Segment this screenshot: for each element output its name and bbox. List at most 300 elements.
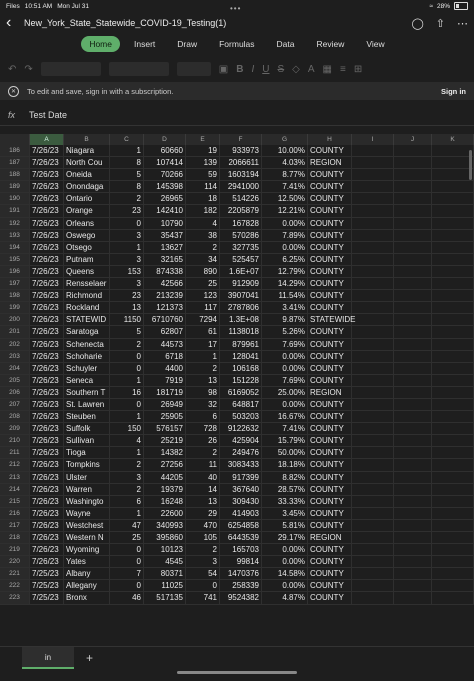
- table-cell[interactable]: [432, 290, 474, 302]
- table-cell[interactable]: 99814: [220, 556, 262, 568]
- table-cell[interactable]: 7/26/23: [30, 242, 64, 254]
- table-cell[interactable]: 367640: [220, 484, 262, 496]
- lightbulb-icon[interactable]: ◯: [411, 17, 424, 30]
- table-cell[interactable]: [432, 520, 474, 532]
- table-cell[interactable]: COUNTY: [308, 580, 352, 592]
- merge-icon[interactable]: ⊞: [353, 63, 363, 75]
- table-cell[interactable]: Putnam: [64, 254, 110, 266]
- column-header-f[interactable]: F: [220, 134, 262, 145]
- table-cell[interactable]: Western N: [64, 532, 110, 544]
- table-row[interactable]: [0, 580, 474, 592]
- table-cell[interactable]: [432, 169, 474, 181]
- table-cell[interactable]: 6: [110, 496, 144, 508]
- row-header[interactable]: 205: [0, 375, 30, 387]
- table-cell[interactable]: 7/26/23: [30, 314, 64, 326]
- table-cell[interactable]: [432, 411, 474, 423]
- table-cell[interactable]: [394, 508, 432, 520]
- tab-data[interactable]: Data: [276, 39, 295, 49]
- table-cell[interactable]: 0.00%: [262, 544, 308, 556]
- table-cell[interactable]: [394, 363, 432, 375]
- table-row[interactable]: [0, 266, 474, 278]
- row-header[interactable]: 197: [0, 278, 30, 290]
- table-cell[interactable]: 50.00%: [262, 447, 308, 459]
- table-cell[interactable]: [432, 242, 474, 254]
- table-cell[interactable]: 42566: [144, 278, 186, 290]
- table-cell[interactable]: 0: [110, 544, 144, 556]
- table-cell[interactable]: 7/25/23: [30, 592, 64, 604]
- table-cell[interactable]: 2: [110, 484, 144, 496]
- table-cell[interactable]: 395860: [144, 532, 186, 544]
- table-cell[interactable]: Steuben: [64, 411, 110, 423]
- table-cell[interactable]: 503203: [220, 411, 262, 423]
- table-cell[interactable]: 2941000: [220, 181, 262, 193]
- row-header[interactable]: 211: [0, 447, 30, 459]
- table-cell[interactable]: [432, 314, 474, 326]
- table-cell[interactable]: 70266: [144, 169, 186, 181]
- table-cell[interactable]: [432, 205, 474, 217]
- table-cell[interactable]: 4545: [144, 556, 186, 568]
- table-cell[interactable]: [352, 399, 394, 411]
- table-cell[interactable]: 29: [186, 508, 220, 520]
- table-cell[interactable]: 105: [186, 532, 220, 544]
- table-cell[interactable]: [394, 447, 432, 459]
- table-cell[interactable]: 151228: [220, 375, 262, 387]
- table-cell[interactable]: [352, 169, 394, 181]
- table-cell[interactable]: 11.54%: [262, 290, 308, 302]
- table-cell[interactable]: [352, 435, 394, 447]
- table-cell[interactable]: 4400: [144, 363, 186, 375]
- table-row[interactable]: [0, 314, 474, 326]
- table-cell[interactable]: 933973: [220, 145, 262, 157]
- table-cell[interactable]: Suffolk: [64, 423, 110, 435]
- table-cell[interactable]: Yates: [64, 556, 110, 568]
- table-cell[interactable]: 22600: [144, 508, 186, 520]
- formula-content[interactable]: Test Date: [29, 109, 68, 120]
- table-cell[interactable]: [352, 278, 394, 290]
- table-cell[interactable]: [394, 375, 432, 387]
- table-cell[interactable]: [352, 242, 394, 254]
- table-cell[interactable]: 13: [110, 302, 144, 314]
- table-cell[interactable]: [352, 218, 394, 230]
- row-header[interactable]: 193: [0, 230, 30, 242]
- table-cell[interactable]: 11025: [144, 580, 186, 592]
- table-cell[interactable]: [352, 447, 394, 459]
- table-cell[interactable]: 29.17%: [262, 532, 308, 544]
- table-cell[interactable]: 7.89%: [262, 230, 308, 242]
- table-cell[interactable]: Westchest: [64, 520, 110, 532]
- table-cell[interactable]: 7: [110, 568, 144, 580]
- table-cell[interactable]: 7/26/23: [30, 472, 64, 484]
- table-cell[interactable]: [352, 508, 394, 520]
- bold-icon[interactable]: B: [236, 63, 244, 75]
- table-cell[interactable]: 182: [186, 205, 220, 217]
- table-cell[interactable]: [352, 193, 394, 205]
- row-header[interactable]: 209: [0, 423, 30, 435]
- add-sheet-icon[interactable]: +: [86, 651, 94, 665]
- table-cell[interactable]: 7/26/23: [30, 363, 64, 375]
- table-cell[interactable]: 7/26/23: [30, 266, 64, 278]
- row-header[interactable]: 216: [0, 508, 30, 520]
- table-cell[interactable]: 7/25/23: [30, 568, 64, 580]
- table-cell[interactable]: 123: [186, 290, 220, 302]
- table-cell[interactable]: 3: [110, 472, 144, 484]
- table-cell[interactable]: 2787806: [220, 302, 262, 314]
- table-cell[interactable]: Oneida: [64, 169, 110, 181]
- table-cell[interactable]: Rensselaer: [64, 278, 110, 290]
- table-cell[interactable]: 33.33%: [262, 496, 308, 508]
- table-cell[interactable]: [394, 351, 432, 363]
- table-row[interactable]: [0, 496, 474, 508]
- table-cell[interactable]: [394, 205, 432, 217]
- table-cell[interactable]: [432, 544, 474, 556]
- table-cell[interactable]: [432, 157, 474, 169]
- table-cell[interactable]: 890: [186, 266, 220, 278]
- table-cell[interactable]: 4.03%: [262, 157, 308, 169]
- table-cell[interactable]: 874338: [144, 266, 186, 278]
- table-cell[interactable]: 648817: [220, 399, 262, 411]
- table-cell[interactable]: [394, 484, 432, 496]
- table-cell[interactable]: [432, 302, 474, 314]
- table-cell[interactable]: 5: [110, 169, 144, 181]
- table-cell[interactable]: [432, 399, 474, 411]
- table-cell[interactable]: 44205: [144, 472, 186, 484]
- table-cell[interactable]: [432, 423, 474, 435]
- table-cell[interactable]: [394, 459, 432, 471]
- table-cell[interactable]: [432, 375, 474, 387]
- table-cell[interactable]: 117: [186, 302, 220, 314]
- table-row[interactable]: [0, 230, 474, 242]
- table-cell[interactable]: Ontario: [64, 193, 110, 205]
- table-row[interactable]: [0, 205, 474, 217]
- table-cell[interactable]: Seneca: [64, 375, 110, 387]
- table-cell[interactable]: 3: [186, 556, 220, 568]
- borders-icon[interactable]: ▦: [322, 63, 332, 75]
- table-cell[interactable]: 517135: [144, 592, 186, 604]
- table-cell[interactable]: 7.69%: [262, 375, 308, 387]
- table-cell[interactable]: 8: [110, 181, 144, 193]
- table-cell[interactable]: 25: [110, 532, 144, 544]
- table-cell[interactable]: 1470376: [220, 568, 262, 580]
- row-header[interactable]: 195: [0, 254, 30, 266]
- column-header-j[interactable]: J: [394, 134, 432, 145]
- table-cell[interactable]: COUNTY: [308, 447, 352, 459]
- table-cell[interactable]: 6: [186, 411, 220, 423]
- table-cell[interactable]: St. Lawren: [64, 399, 110, 411]
- table-cell[interactable]: 0: [110, 399, 144, 411]
- table-cell[interactable]: 0: [110, 556, 144, 568]
- column-header-g[interactable]: G: [262, 134, 308, 145]
- table-cell[interactable]: [352, 302, 394, 314]
- table-cell[interactable]: 139: [186, 157, 220, 169]
- table-cell[interactable]: [432, 508, 474, 520]
- table-cell[interactable]: COUNTY: [308, 556, 352, 568]
- table-cell[interactable]: 23: [110, 205, 144, 217]
- table-cell[interactable]: [394, 496, 432, 508]
- table-cell[interactable]: 106168: [220, 363, 262, 375]
- table-row[interactable]: [0, 145, 474, 157]
- table-cell[interactable]: 3907041: [220, 290, 262, 302]
- table-cell[interactable]: [432, 472, 474, 484]
- table-cell[interactable]: 27256: [144, 459, 186, 471]
- table-cell[interactable]: [394, 520, 432, 532]
- table-cell[interactable]: Albany: [64, 568, 110, 580]
- table-cell[interactable]: 14.29%: [262, 278, 308, 290]
- table-cell[interactable]: [394, 435, 432, 447]
- table-cell[interactable]: [394, 568, 432, 580]
- table-cell[interactable]: 7/26/23: [30, 556, 64, 568]
- table-cell[interactable]: 114: [186, 181, 220, 193]
- table-cell[interactable]: 7/26/23: [30, 278, 64, 290]
- table-cell[interactable]: 16: [110, 387, 144, 399]
- table-cell[interactable]: 0: [110, 218, 144, 230]
- table-cell[interactable]: 0.00%: [262, 399, 308, 411]
- table-cell[interactable]: [432, 387, 474, 399]
- share-icon[interactable]: ⇧: [435, 17, 445, 30]
- table-cell[interactable]: 7/26/23: [30, 532, 64, 544]
- table-cell[interactable]: 25219: [144, 435, 186, 447]
- table-cell[interactable]: [352, 484, 394, 496]
- table-cell[interactable]: [352, 592, 394, 604]
- row-header[interactable]: 220: [0, 556, 30, 568]
- table-row[interactable]: [0, 157, 474, 169]
- table-cell[interactable]: 7/26/23: [30, 302, 64, 314]
- table-cell[interactable]: Onondaga: [64, 181, 110, 193]
- table-row[interactable]: [0, 484, 474, 496]
- wrap-icon[interactable]: ≡: [339, 63, 346, 75]
- table-cell[interactable]: COUNTY: [308, 169, 352, 181]
- row-header[interactable]: 196: [0, 266, 30, 278]
- underline-icon[interactable]: U: [262, 63, 270, 75]
- table-cell[interactable]: COUNTY: [308, 218, 352, 230]
- table-cell[interactable]: 879961: [220, 339, 262, 351]
- table-cell[interactable]: 5.26%: [262, 326, 308, 338]
- tab-review[interactable]: Review: [316, 39, 345, 49]
- italic-icon[interactable]: I: [251, 63, 255, 75]
- table-cell[interactable]: [394, 423, 432, 435]
- table-cell[interactable]: 9122632: [220, 423, 262, 435]
- table-cell[interactable]: 12.79%: [262, 266, 308, 278]
- table-cell[interactable]: 12.50%: [262, 193, 308, 205]
- table-cell[interactable]: 9.87%: [262, 314, 308, 326]
- table-cell[interactable]: 576157: [144, 423, 186, 435]
- table-cell[interactable]: 150: [110, 423, 144, 435]
- select-all-corner[interactable]: [0, 134, 30, 145]
- table-cell[interactable]: [394, 254, 432, 266]
- table-cell[interactable]: 98: [186, 387, 220, 399]
- tab-insert[interactable]: Insert: [134, 39, 156, 49]
- table-cell[interactable]: 917399: [220, 472, 262, 484]
- table-row[interactable]: [0, 592, 474, 604]
- table-cell[interactable]: 17: [186, 339, 220, 351]
- column-header-e[interactable]: E: [186, 134, 220, 145]
- table-cell[interactable]: 6169052: [220, 387, 262, 399]
- table-cell[interactable]: 7/26/23: [30, 326, 64, 338]
- table-cell[interactable]: 7/26/23: [30, 423, 64, 435]
- table-cell[interactable]: 3: [110, 254, 144, 266]
- table-cell[interactable]: [394, 339, 432, 351]
- table-cell[interactable]: 10.00%: [262, 145, 308, 157]
- table-cell[interactable]: 327735: [220, 242, 262, 254]
- table-cell[interactable]: 12.21%: [262, 205, 308, 217]
- table-cell[interactable]: [394, 544, 432, 556]
- column-header-c[interactable]: C: [110, 134, 144, 145]
- table-row[interactable]: [0, 399, 474, 411]
- sign-in-link[interactable]: Sign in: [441, 86, 466, 96]
- table-cell[interactable]: Saratoga: [64, 326, 110, 338]
- table-row[interactable]: [0, 556, 474, 568]
- table-cell[interactable]: [432, 266, 474, 278]
- table-cell[interactable]: [394, 326, 432, 338]
- row-header[interactable]: 192: [0, 218, 30, 230]
- row-header[interactable]: 191: [0, 205, 30, 217]
- status-app[interactable]: Files: [6, 2, 20, 10]
- table-cell[interactable]: [432, 181, 474, 193]
- table-cell[interactable]: 18.18%: [262, 459, 308, 471]
- table-cell[interactable]: 525457: [220, 254, 262, 266]
- table-cell[interactable]: [352, 568, 394, 580]
- table-row[interactable]: [0, 242, 474, 254]
- tab-home[interactable]: Home: [81, 36, 120, 52]
- table-row[interactable]: [0, 193, 474, 205]
- table-cell[interactable]: 2: [186, 242, 220, 254]
- table-cell[interactable]: COUNTY: [308, 520, 352, 532]
- table-cell[interactable]: 7/26/23: [30, 375, 64, 387]
- table-cell[interactable]: 142410: [144, 205, 186, 217]
- row-header[interactable]: 198: [0, 290, 30, 302]
- table-cell[interactable]: Warren: [64, 484, 110, 496]
- table-cell[interactable]: [394, 278, 432, 290]
- table-row[interactable]: [0, 278, 474, 290]
- table-cell[interactable]: Richmond: [64, 290, 110, 302]
- redo-icon[interactable]: ↷: [24, 63, 33, 75]
- table-cell[interactable]: 5: [110, 326, 144, 338]
- table-cell[interactable]: [432, 459, 474, 471]
- table-cell[interactable]: COUNTY: [308, 472, 352, 484]
- row-header[interactable]: 200: [0, 314, 30, 326]
- table-cell[interactable]: 470: [186, 520, 220, 532]
- table-cell[interactable]: 7/26/23: [30, 157, 64, 169]
- table-cell[interactable]: Orleans: [64, 218, 110, 230]
- table-cell[interactable]: [394, 230, 432, 242]
- table-cell[interactable]: 2: [110, 339, 144, 351]
- table-cell[interactable]: 7/26/23: [30, 218, 64, 230]
- table-cell[interactable]: 7/26/23: [30, 459, 64, 471]
- table-cell[interactable]: [432, 278, 474, 290]
- table-cell[interactable]: [432, 568, 474, 580]
- table-cell[interactable]: Bronx: [64, 592, 110, 604]
- table-cell[interactable]: 1: [110, 411, 144, 423]
- table-cell[interactable]: 6718: [144, 351, 186, 363]
- table-cell[interactable]: [394, 532, 432, 544]
- table-cell[interactable]: [352, 532, 394, 544]
- table-cell[interactable]: 425904: [220, 435, 262, 447]
- table-cell[interactable]: 7/26/23: [30, 411, 64, 423]
- table-cell[interactable]: 7.41%: [262, 181, 308, 193]
- strikethrough-icon[interactable]: S: [277, 63, 285, 75]
- table-cell[interactable]: Wayne: [64, 508, 110, 520]
- table-cell[interactable]: COUNTY: [308, 290, 352, 302]
- table-cell[interactable]: 7/26/23: [30, 181, 64, 193]
- table-cell[interactable]: [352, 290, 394, 302]
- table-cell[interactable]: 2066611: [220, 157, 262, 169]
- table-cell[interactable]: REGION: [308, 157, 352, 169]
- table-cell[interactable]: 59: [186, 169, 220, 181]
- row-header[interactable]: 214: [0, 484, 30, 496]
- table-cell[interactable]: COUNTY: [308, 544, 352, 556]
- table-cell[interactable]: Tioga: [64, 447, 110, 459]
- table-row[interactable]: [0, 351, 474, 363]
- table-cell[interactable]: 181719: [144, 387, 186, 399]
- table-cell[interactable]: 3083433: [220, 459, 262, 471]
- formula-bar[interactable]: [0, 104, 474, 126]
- table-cell[interactable]: 23: [110, 290, 144, 302]
- table-cell[interactable]: 2: [186, 447, 220, 459]
- column-header-a[interactable]: A: [30, 134, 64, 145]
- table-cell[interactable]: Rockland: [64, 302, 110, 314]
- table-cell[interactable]: 153: [110, 266, 144, 278]
- table-cell[interactable]: 7/26/23: [30, 399, 64, 411]
- row-header[interactable]: 199: [0, 302, 30, 314]
- table-cell[interactable]: 4.87%: [262, 592, 308, 604]
- table-cell[interactable]: 16.67%: [262, 411, 308, 423]
- column-header-k[interactable]: K: [432, 134, 474, 145]
- table-cell[interactable]: 3: [110, 230, 144, 242]
- table-cell[interactable]: [432, 580, 474, 592]
- table-cell[interactable]: [352, 326, 394, 338]
- table-cell[interactable]: [352, 423, 394, 435]
- table-cell[interactable]: 61: [186, 326, 220, 338]
- table-cell[interactable]: [432, 592, 474, 604]
- row-header[interactable]: 202: [0, 339, 30, 351]
- table-cell[interactable]: 1: [110, 447, 144, 459]
- table-cell[interactable]: Allegany: [64, 580, 110, 592]
- row-header[interactable]: 204: [0, 363, 30, 375]
- table-row[interactable]: [0, 363, 474, 375]
- table-cell[interactable]: Tompkins: [64, 459, 110, 471]
- column-header-d[interactable]: D: [144, 134, 186, 145]
- tab-draw[interactable]: Draw: [177, 39, 198, 49]
- table-cell[interactable]: 1.6E+07: [220, 266, 262, 278]
- table-cell[interactable]: 6710760: [144, 314, 186, 326]
- row-header[interactable]: 222: [0, 580, 30, 592]
- table-cell[interactable]: Niagara: [64, 145, 110, 157]
- table-cell[interactable]: 2: [186, 363, 220, 375]
- table-cell[interactable]: 309430: [220, 496, 262, 508]
- table-cell[interactable]: 1.3E+08: [220, 314, 262, 326]
- table-cell[interactable]: [432, 351, 474, 363]
- table-cell[interactable]: 25: [186, 278, 220, 290]
- table-cell[interactable]: 249476: [220, 447, 262, 459]
- table-cell[interactable]: [352, 314, 394, 326]
- table-cell[interactable]: 0: [110, 351, 144, 363]
- table-row[interactable]: [0, 520, 474, 532]
- table-cell[interactable]: [432, 218, 474, 230]
- table-cell[interactable]: [394, 411, 432, 423]
- table-cell[interactable]: STATEWID: [64, 314, 110, 326]
- back-chevron-icon[interactable]: ‹: [6, 14, 12, 31]
- table-cell[interactable]: 5.81%: [262, 520, 308, 532]
- table-cell[interactable]: 0: [110, 580, 144, 592]
- table-cell[interactable]: COUNTY: [308, 145, 352, 157]
- table-cell[interactable]: [432, 363, 474, 375]
- table-cell[interactable]: 7/26/23: [30, 447, 64, 459]
- table-cell[interactable]: 7/26/23: [30, 435, 64, 447]
- table-cell[interactable]: 0.00%: [262, 556, 308, 568]
- table-cell[interactable]: Oswego: [64, 230, 110, 242]
- row-header[interactable]: 215: [0, 496, 30, 508]
- table-cell[interactable]: COUNTY: [308, 181, 352, 193]
- table-cell[interactable]: 340993: [144, 520, 186, 532]
